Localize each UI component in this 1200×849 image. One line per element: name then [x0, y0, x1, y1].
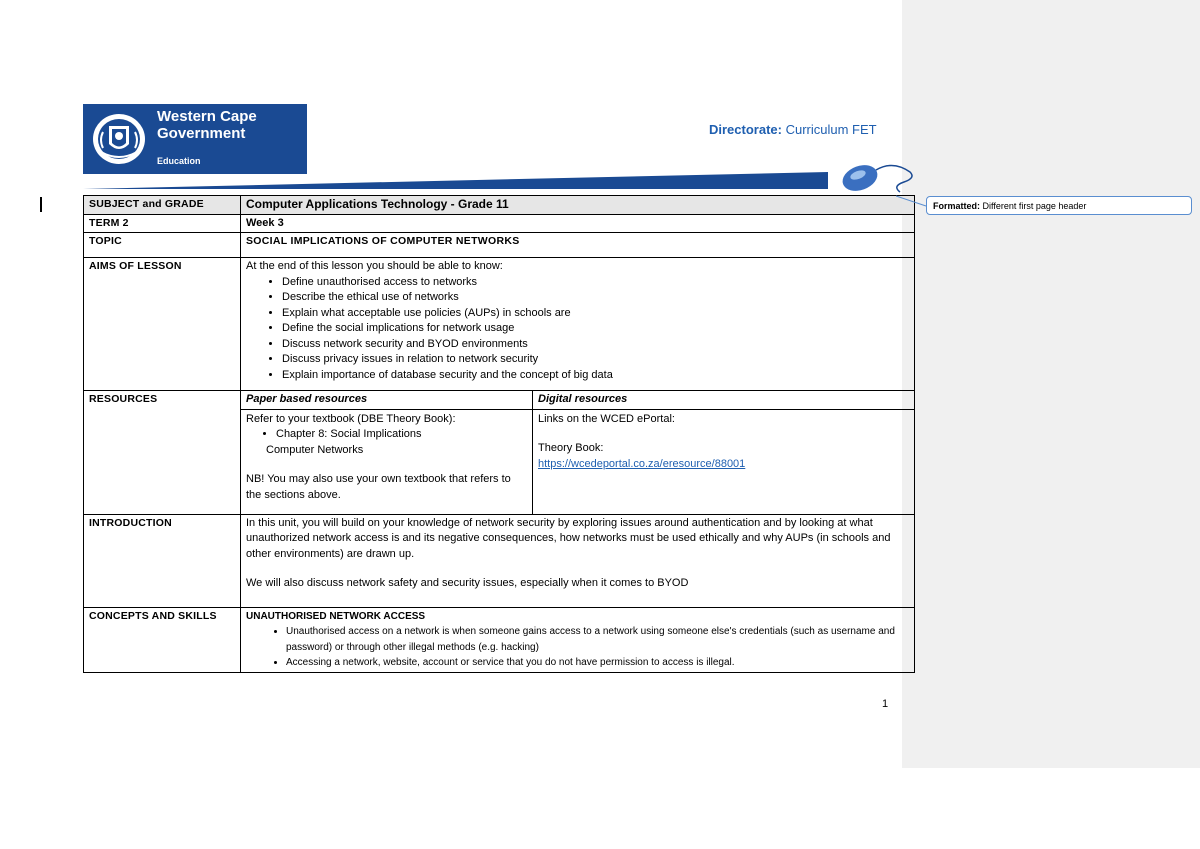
format-comment-balloon[interactable] [926, 196, 1192, 215]
list-item: • Define unauthorised access to networks [282, 275, 909, 291]
concepts-label: CONCEPTS AND SKILLS [84, 607, 241, 672]
digital-resources-head: Digital resources [533, 391, 915, 409]
crest-icon [91, 112, 147, 166]
table-row [84, 258, 915, 391]
list-item: • Discuss network security and BYOD environments [282, 337, 909, 353]
table-row [84, 214, 915, 233]
table-row [84, 391, 915, 515]
list-item: • Accessing a network, website, account or service that you do not have permission to access is illegal. [286, 655, 909, 671]
paper-resources-head: Paper based resources [241, 391, 533, 409]
concepts-list [246, 624, 909, 671]
table-row [84, 233, 915, 258]
topic-label: TOPIC [84, 233, 241, 258]
lesson-table [83, 195, 915, 673]
digital-resources-cell [533, 409, 915, 514]
mouse-icon [838, 160, 918, 196]
directorate-header [709, 122, 877, 137]
header-band [83, 172, 828, 190]
intro-cell [241, 514, 915, 607]
paper-list [246, 427, 527, 443]
comment-label: Formatted: [933, 201, 980, 211]
list-item: • Discuss privacy issues in relation to network security [282, 352, 909, 368]
concepts-cell [241, 607, 915, 672]
term-label: TERM 2 [84, 214, 241, 233]
intro-label: INTRODUCTION [84, 514, 241, 607]
list-item: • Explain importance of database security and the concept of big data [282, 368, 909, 384]
intro-p2: We will also discuss network safety and security issues, especially when it comes to BYOD [246, 577, 689, 589]
paper-note: NB! You may also use your own textbook that refers to the sections above. [246, 473, 511, 501]
paper-intro: Refer to your textbook (DBE Theory Book): [246, 412, 456, 425]
list-item: • Define the social implications for network usage [282, 321, 909, 337]
paper-cont: Computer Networks [266, 443, 364, 456]
page-number: 1 [882, 698, 889, 710]
list-item: • Chapter 8: Social Implications [276, 427, 527, 443]
table-row [84, 514, 915, 607]
topic-value: SOCIAL IMPLICATIONS OF COMPUTER NETWORKS [241, 233, 915, 258]
logo-name: Western Cape Government [157, 108, 257, 142]
aims-label: AIMS OF LESSON [84, 258, 241, 391]
eportal-link[interactable]: https://wcedeportal.co.za/eresource/88001 [538, 457, 746, 470]
list-item: • Unauthorised access on a network is when someone gains access to a network using someone else's credentials (such as username and password) or through other illegal methods (e.g. hacking) [286, 624, 909, 655]
term-value: Week 3 [241, 214, 915, 233]
resources-label: RESOURCES [84, 391, 241, 515]
aims-cell [241, 258, 915, 391]
table-row [84, 607, 915, 672]
table-row [84, 196, 915, 215]
resources-cell [241, 391, 915, 515]
digital-theory: Theory Book: [538, 442, 604, 454]
markup-pane [902, 0, 1200, 768]
directorate-label: Directorate: [709, 122, 782, 137]
comment-text: Different first page header [982, 201, 1087, 211]
paper-resources-cell [241, 409, 533, 514]
logo-sub: Education [157, 156, 201, 166]
intro-p1: In this unit, you will build on your knowledge of network security by exploring issues around authentication and by looking at what unauthorized network access is and its negative consequences, how networks must be used ethically and why AUPs (in schools and other environments) are drawn up. [246, 516, 891, 560]
concepts-head: UNAUTHORISED NETWORK ACCESS [246, 610, 426, 622]
aims-intro: At the end of this lesson you should be able to know: [246, 260, 503, 272]
subject-value: Computer Applications Technology - Grade 11 [241, 196, 915, 215]
aims-list [246, 275, 909, 384]
list-item: • Describe the ethical use of networks [282, 290, 909, 306]
list-item: • Explain what acceptable use policies (AUPs) in schools are [282, 306, 909, 322]
digital-intro: Links on the WCED ePortal: [538, 412, 675, 425]
subject-label: SUBJECT and GRADE [84, 196, 241, 215]
resources-table [241, 391, 914, 514]
wcg-logo [83, 104, 307, 174]
text-cursor [40, 197, 42, 212]
directorate-value: Curriculum FET [785, 122, 877, 137]
